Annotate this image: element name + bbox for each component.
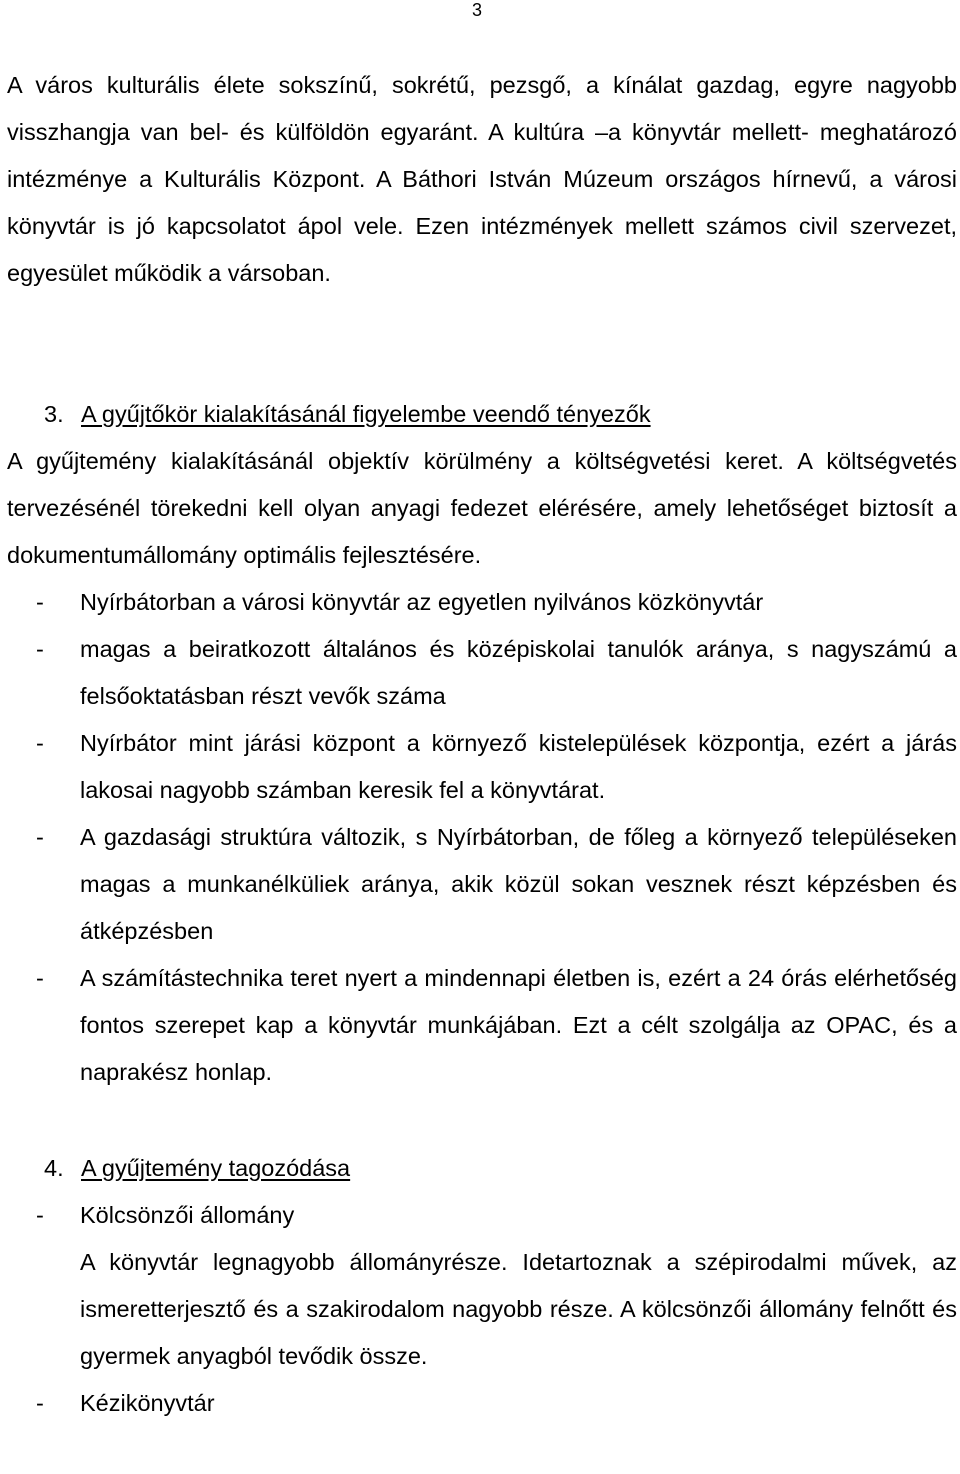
list-item <box>7 720 957 814</box>
section-3-paragraph: A gyűjtemény kialakításánál objektív körülmény a költségvetési keret. A költségvetés tervezésénél törekedni kell olyan anyagi fedezet elérésére, amely lehetőséget biztosít a dokumentumállomány optimális fejlesztésére. <box>7 448 957 568</box>
intro-paragraph: A város kulturális élete sokszínű, sokrétű, pezsgő, a kínálat gazdag, egyre nagyobb visszhangja van bel- és külföldön egyaránt. A kultúra –a könyvtár mellett- meghatározó intézménye a Kulturális Központ. A Báthori István Múzeum országos hírnevű, a városi könyvtár is jó kapcsolatot ápol vele. Ezen intézmények mellett számos civil szervezet, egyesület működik a vársoban. <box>7 72 957 286</box>
section-4-list <box>7 1192 957 1427</box>
list-item-description: A könyvtár legnagyobb állományrésze. Idetartoznak a szépirodalmi művek, az ismeretterjesztő és a szakirodalom nagyobb része. A kölcsönzői állomány felnőtt és gyermek anyagból tevődik össze. <box>80 1249 957 1369</box>
section-4-title: A gyűjtemény tagozódása <box>81 1155 351 1181</box>
section-3-heading <box>7 391 957 438</box>
list-item-text: Nyírbátorban a városi könyvtár az egyetlen nyilvános közkönyvtár <box>80 589 764 615</box>
section-3-number: 3. <box>44 401 64 427</box>
list-dash: - <box>36 965 44 991</box>
list-item <box>7 1192 957 1239</box>
list-item-text: A számítástechnika teret nyert a mindennapi életben is, ezért a 24 órás elérhetőség fontos szerepet kap a könyvtár munkájában. Ezt a célt szolgálja az OPAC, és a naprakész honlap. <box>80 965 957 1085</box>
list-dash: - <box>36 1390 44 1416</box>
list-item-text: A gazdasági struktúra változik, s Nyírbátorban, de főleg a környező településeken magas a munkanélküliek aránya, akik közül sokan vesznek részt képzésben és átképzésben <box>80 824 957 944</box>
list-item-label: Kölcsönzői állomány <box>80 1202 295 1228</box>
list-dash: - <box>36 1202 44 1228</box>
page-number: 3 <box>472 0 483 20</box>
section-3-title: A gyűjtőkör kialakításánál figyelembe veendő tényezők <box>81 401 651 427</box>
document-body <box>7 62 957 1427</box>
list-item <box>7 579 957 626</box>
list-dash: - <box>36 824 44 850</box>
spacer <box>7 1096 957 1145</box>
spacer <box>7 297 957 391</box>
list-item-text: magas a beiratkozott általános és középiskolai tanulók aránya, s nagyszámú a felsőoktatásban részt vevők száma <box>80 636 957 709</box>
list-item <box>7 814 957 955</box>
section-4-number: 4. <box>44 1155 64 1181</box>
section-4-heading <box>7 1145 957 1192</box>
list-item <box>7 1380 957 1427</box>
list-item-text: Nyírbátor mint járási központ a környező kistelepülések központja, ezért a járás lakosai nagyobb számban keresik fel a könyvtárat. <box>80 730 957 803</box>
list-dash: - <box>36 636 44 662</box>
list-item <box>7 955 957 1096</box>
list-dash: - <box>36 589 44 615</box>
list-item <box>7 626 957 720</box>
list-item-label: Kézikönyvtár <box>80 1390 215 1416</box>
list-dash: - <box>36 730 44 756</box>
section-3-list <box>7 579 957 1096</box>
